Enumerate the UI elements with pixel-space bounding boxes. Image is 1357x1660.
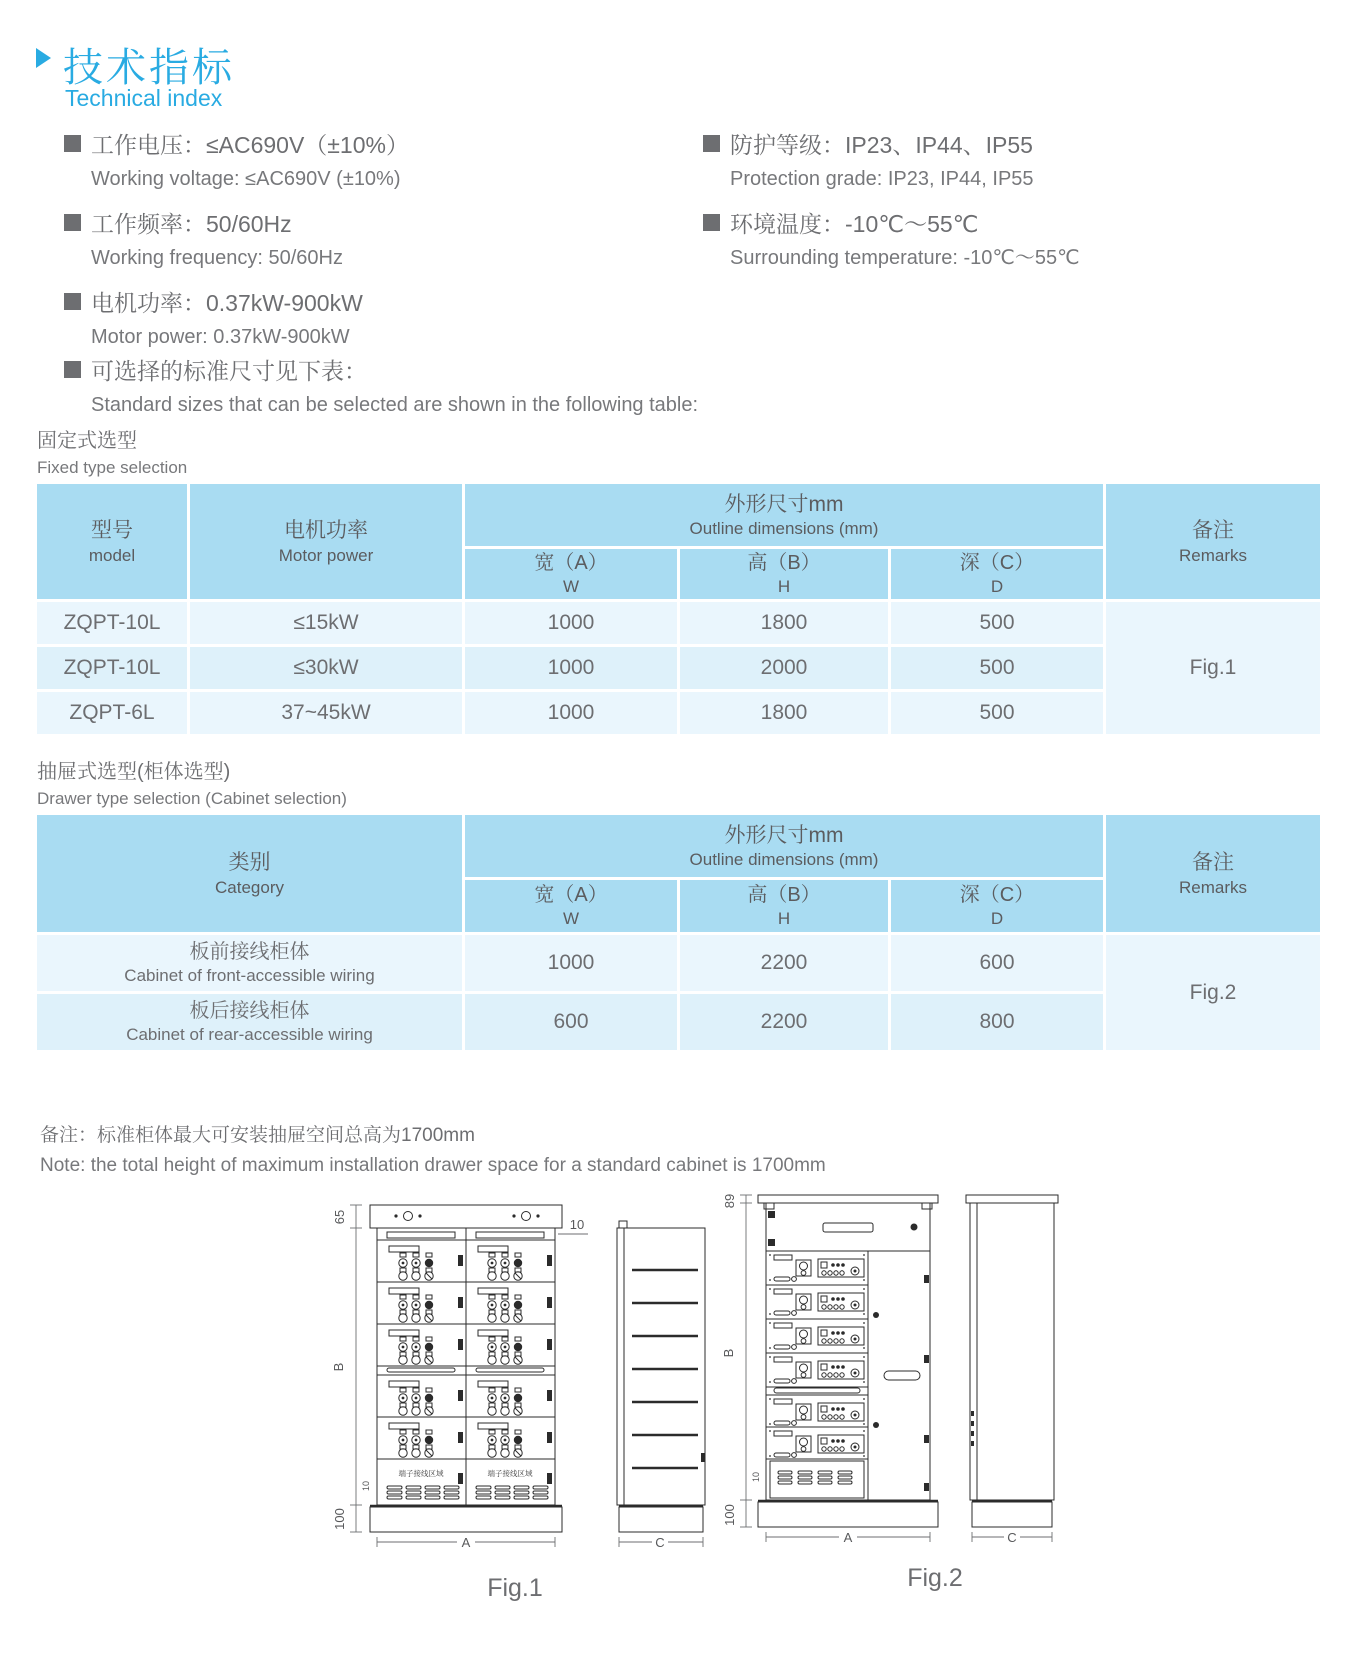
intro-en-text: Standard sizes that can be selected are shown in the following table: (91, 394, 699, 416)
spec-zh-text: 环境温度：-10℃～55℃ (730, 210, 979, 237)
spec-en-text: Motor power: 0.37kW-900kW (91, 326, 350, 348)
cell-power: 37~45kW (190, 692, 462, 734)
drawer-type-table (34, 812, 1323, 1053)
cell-power: ≤30kW (190, 647, 462, 689)
table-row (37, 602, 1320, 644)
cell-model: ZQPT-6L (37, 692, 187, 734)
drawer-section-label (37, 755, 347, 809)
fig1-dim-gap-label: 10 (569, 1217, 585, 1232)
fig1-dimensions (331, 1205, 371, 1532)
spec-zh-text: 电机功率：0.37kW-900kW (91, 289, 363, 316)
col-header-outline-dims (465, 815, 1103, 877)
col-model-en: model (88, 545, 136, 565)
col-header-width (465, 880, 677, 932)
cell-remark-fig1: Fig.1 (1106, 602, 1320, 734)
fig1-dim-height-label: B (331, 1362, 346, 1372)
bullet-square-icon (703, 135, 720, 152)
col-category-zh: 类别 (228, 851, 271, 875)
cell-width: 1000 (465, 647, 677, 689)
cell-depth: 800 (891, 994, 1103, 1050)
fig2-drawing (718, 1125, 1078, 1565)
spec-protection-grade (703, 126, 1323, 198)
fig2-dimensions (721, 1194, 761, 1527)
table-row (37, 935, 1320, 991)
spec-en-text: Working frequency: 50/60Hz (91, 247, 343, 269)
cell-height: 2000 (680, 647, 888, 689)
fig2-dim-top-label: 89 (722, 1193, 737, 1209)
col-header-height (680, 880, 888, 932)
fig1-dim-width-label: A (461, 1535, 471, 1550)
bullet-square-icon (64, 293, 81, 310)
spec-working-frequency (64, 205, 684, 277)
fig2-dim-height-label: B (721, 1348, 736, 1358)
cell-category-zh: 板前接线柜体 (189, 941, 310, 964)
col-h-zh: 高（B） (747, 552, 821, 575)
fig1-dim-depth-label: C (655, 1535, 665, 1550)
fig1-caption: Fig.1 (487, 1574, 543, 1602)
col-w-zh: 宽（A） (534, 552, 608, 575)
page-subtitle: Technical index (65, 85, 223, 111)
spec-list-left (64, 126, 684, 363)
col-remarks-en: Remarks (1178, 877, 1247, 897)
fixed-section-zh: 固定式选型 (37, 430, 137, 452)
col-w-en: W (562, 909, 580, 929)
col-dims-en: Outline dimensions (mm) (689, 519, 879, 539)
bullet-square-icon (64, 135, 81, 152)
cell-model: ZQPT-10L (37, 602, 187, 644)
col-header-remarks (1106, 484, 1320, 599)
col-d-zh: 深（C） (959, 884, 1035, 907)
cell-depth: 600 (891, 935, 1103, 991)
col-d-zh: 深（C） (959, 552, 1035, 575)
fixed-section-en: Fixed type selection (37, 458, 188, 477)
fig2-dim-vent-label: 10 (751, 1471, 761, 1483)
cell-power: ≤15kW (190, 602, 462, 644)
footnote-zh: 备注：标准柜体最大可安装抽屉空间总高为1700mm (40, 1125, 475, 1146)
spec-en-text: Surrounding temperature: -10℃～55℃ (730, 247, 1080, 269)
col-power-en: Motor power (278, 545, 374, 565)
fig1-side-view (617, 1221, 705, 1550)
col-d-en: D (990, 909, 1004, 929)
col-power-zh: 电机功率 (284, 519, 368, 543)
bullet-square-icon (64, 361, 81, 378)
section-arrow-icon (36, 48, 51, 68)
page-title: 技术指标 (63, 46, 235, 90)
fig1-terminal-label: 端子接线区域 (398, 1469, 444, 1478)
drawer-section-zh: 抽屉式选型(柜体选型) (37, 761, 231, 783)
col-category-en: Category (215, 877, 284, 897)
cell-depth: 500 (891, 602, 1103, 644)
fixed-type-table (34, 481, 1323, 737)
col-remarks-zh: 备注 (1192, 519, 1234, 543)
cell-height: 2200 (680, 935, 888, 991)
spec-zh-text: 工作频率：50/60Hz (91, 210, 292, 237)
fig1-terminal-cell (387, 1468, 463, 1499)
col-dims-en: Outline dimensions (mm) (689, 850, 879, 870)
col-header-outline-dims (465, 484, 1103, 546)
fig2-dim-base-label: 100 (722, 1504, 737, 1526)
col-dims-zh: 外形尺寸mm (724, 823, 844, 847)
fig1-terminal-cell (476, 1468, 552, 1499)
fig1-dim-base-label: 100 (332, 1508, 347, 1530)
cell-width: 600 (465, 994, 677, 1050)
col-header-remarks (1106, 815, 1320, 932)
fig2-side-view (966, 1195, 1058, 1545)
col-header-depth (891, 549, 1103, 599)
col-dims-zh: 外形尺寸mm (724, 492, 844, 516)
cell-width: 1000 (465, 692, 677, 734)
col-header-model (37, 484, 187, 599)
cell-height: 1800 (680, 602, 888, 644)
cell-category-en: Cabinet of front-accessible wiring (124, 966, 375, 986)
col-h-en: H (777, 909, 791, 929)
fig2-dim-depth-label: C (1007, 1530, 1017, 1545)
fig1-front-view (370, 1205, 588, 1550)
spec-list-right (703, 126, 1323, 284)
cell-remark-fig2: Fig.2 (1106, 935, 1320, 1050)
bullet-square-icon (703, 214, 720, 231)
cell-width: 1000 (465, 602, 677, 644)
cell-category (37, 935, 462, 991)
fig2-front-view (758, 1195, 938, 1545)
cell-depth: 500 (891, 692, 1103, 734)
fig2-caption: Fig.2 (907, 1564, 963, 1592)
cell-height: 1800 (680, 692, 888, 734)
col-header-height (680, 549, 888, 599)
fig2-dim-width-label: A (843, 1530, 853, 1545)
spec-en-text: Working voltage: ≤AC690V (±10%) (91, 168, 401, 190)
footnote-en: Note: the total height of maximum installation drawer space for a standard cabinet is 1700mm (40, 1155, 826, 1176)
spec-ambient-temperature (703, 205, 1323, 277)
fig1-terminal-label: 端子接线区域 (487, 1469, 533, 1478)
spec-zh-text: 工作电压：≤AC690V（±10%） (91, 131, 409, 158)
cell-model: ZQPT-10L (37, 647, 187, 689)
col-w-zh: 宽（A） (534, 884, 608, 907)
col-header-category (37, 815, 462, 932)
col-h-en: H (777, 577, 791, 597)
bullet-square-icon (64, 214, 81, 231)
col-header-motor-power (190, 484, 462, 599)
cell-category-en: Cabinet of rear-accessible wiring (126, 1025, 373, 1045)
col-d-en: D (990, 577, 1004, 597)
spec-motor-power (64, 284, 684, 356)
intro-zh-text: 可选择的标准尺寸见下表： (91, 357, 367, 384)
col-header-width (465, 549, 677, 599)
col-header-depth (891, 880, 1103, 932)
spec-en-text: Protection grade: IP23, IP44, IP55 (730, 168, 1034, 190)
fig1-drawing (330, 1135, 715, 1565)
col-w-en: W (562, 577, 580, 597)
spec-zh-text: 防护等级：IP23、IP44、IP55 (730, 131, 1033, 158)
col-model-zh: 型号 (91, 519, 133, 543)
spec-table-intro (64, 352, 964, 424)
fixed-section-label (37, 424, 187, 478)
col-h-zh: 高（B） (747, 884, 821, 907)
cell-category (37, 994, 462, 1050)
fig1-dim-vent-label: 10 (361, 1480, 371, 1492)
cell-depth: 500 (891, 647, 1103, 689)
col-remarks-en: Remarks (1178, 545, 1247, 565)
cell-category-zh: 板后接线柜体 (189, 1000, 310, 1023)
spec-working-voltage (64, 126, 684, 198)
cell-width: 1000 (465, 935, 677, 991)
fig1-dim-top-label: 65 (332, 1209, 347, 1225)
cell-height: 2200 (680, 994, 888, 1050)
drawer-section-en: Drawer type selection (Cabinet selection) (37, 789, 347, 808)
col-remarks-zh: 备注 (1192, 851, 1234, 875)
